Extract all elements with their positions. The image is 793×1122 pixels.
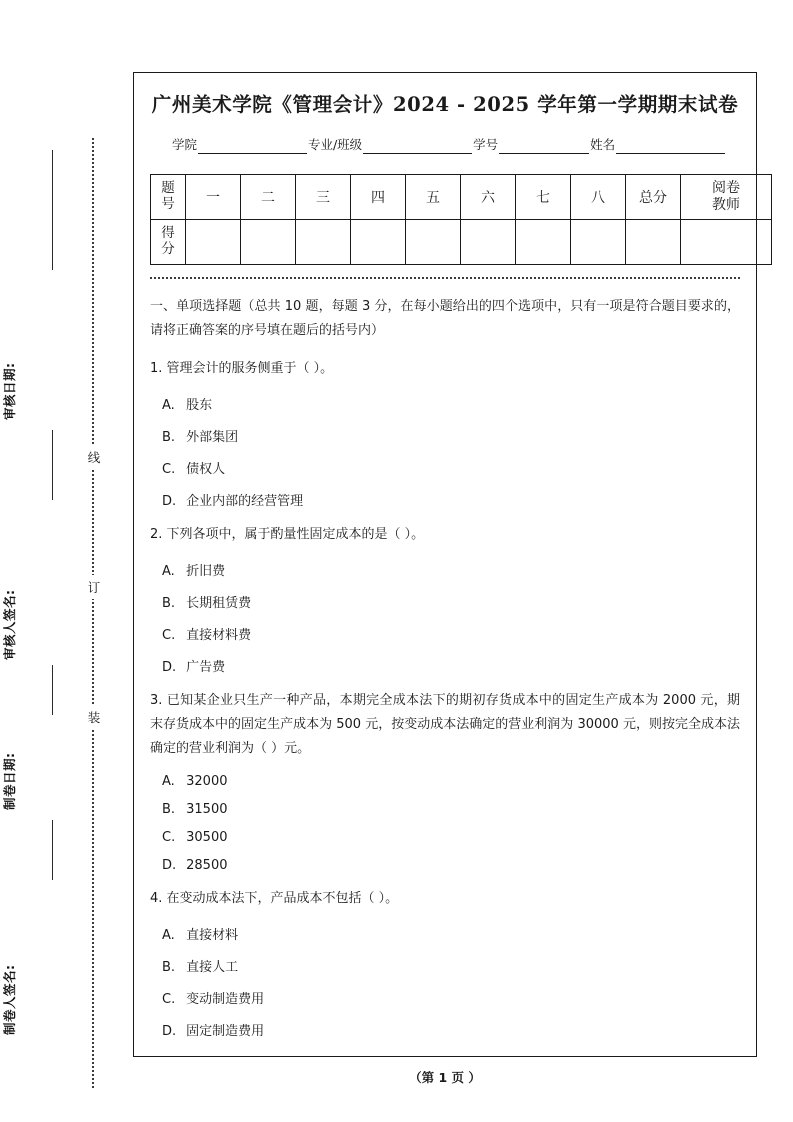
question-1-option-b[interactable] xyxy=(150,426,740,445)
score-cell-5[interactable] xyxy=(406,220,461,265)
section-heading-multiple-choice: 一、单项选择题（总共 10 题，每题 3 分，在每小题给出的四个选项中，只有一项是符合题目要求的，请将正确答案的序号填在题后的括号内） xyxy=(150,299,740,339)
question-3-option-d-text: 28500 xyxy=(186,858,228,874)
score-cell-3[interactable] xyxy=(296,220,351,265)
question-1-option-b-text: 外部集团 xyxy=(186,430,239,446)
margin-rule-fourth xyxy=(52,820,53,880)
row-header-question-no xyxy=(151,175,186,220)
row-header-question-no-char2: 号 xyxy=(161,196,175,212)
margin-rule-second xyxy=(52,430,53,500)
major-class-input[interactable] xyxy=(363,139,472,154)
score-cell-6[interactable] xyxy=(461,220,516,265)
question-4-option-a-key: A. xyxy=(162,928,175,944)
question-1-text: 管理会计的服务侧重于（ ）。 xyxy=(166,361,334,377)
margin-rule-top xyxy=(52,150,53,270)
question-3-text: 已知某企业只生产一种产品，本期完全成本法下的期初存货成本中的固定生产成本为 2000 元，期末存货成本中的固定生产成本为 500 元，按变动成本法确定的营业利润为 30000 元，则按完全成本法确定的营业利润为（ ）元。 xyxy=(150,693,740,757)
question-3-option-c[interactable] xyxy=(150,830,740,845)
question-2-option-d-key: D. xyxy=(162,660,177,676)
question-1-option-b-key: B. xyxy=(162,430,176,446)
row-header-score-char2: 分 xyxy=(161,241,175,257)
question-2-option-c-text: 直接材料费 xyxy=(186,628,252,644)
question-1 xyxy=(150,357,740,381)
question-1-option-a-key: A. xyxy=(162,398,175,414)
score-cell-4[interactable] xyxy=(351,220,406,265)
student-name-input[interactable] xyxy=(616,139,725,154)
question-3 xyxy=(150,689,740,761)
column-header-2: 二 xyxy=(241,175,296,220)
page-number-footer: （第 1 页 ） xyxy=(409,1070,481,1085)
row-header-score xyxy=(151,220,186,265)
question-4-text: 在变动成本法下，产品成本不包括（ ）。 xyxy=(166,891,399,907)
column-header-7: 七 xyxy=(516,175,571,220)
question-3-option-a[interactable] xyxy=(150,774,740,789)
question-1-number: 1. xyxy=(150,361,163,377)
question-1-option-d-key: D. xyxy=(162,494,177,510)
student-info-line xyxy=(150,135,740,154)
question-4-option-b-key: B. xyxy=(162,960,176,976)
question-2-option-b-text: 长期租赁费 xyxy=(186,596,252,612)
college-label: 学院 xyxy=(172,137,198,152)
table-row-question-numbers xyxy=(151,175,772,220)
table-row-scores xyxy=(151,220,772,265)
score-cell-7[interactable] xyxy=(516,220,571,265)
question-1-option-c[interactable] xyxy=(150,458,740,477)
margin-label-maker-signature: 制卷人签名: xyxy=(2,964,17,1035)
question-1-option-d[interactable] xyxy=(150,490,740,509)
column-header-6: 六 xyxy=(461,175,516,220)
question-4-option-b[interactable] xyxy=(150,956,740,975)
college-input[interactable] xyxy=(198,139,307,154)
score-cell-total[interactable] xyxy=(626,220,681,265)
score-cell-8[interactable] xyxy=(571,220,626,265)
question-2-option-d[interactable] xyxy=(150,656,740,675)
question-2-option-b-key: B. xyxy=(162,596,176,612)
column-header-marker xyxy=(681,175,772,220)
question-4-option-d[interactable] xyxy=(150,1020,740,1039)
question-3-option-b-text: 31500 xyxy=(186,802,228,818)
question-4-option-a-text: 直接材料 xyxy=(186,928,239,944)
question-2-option-d-text: 广告费 xyxy=(186,660,226,676)
question-2-number: 2. xyxy=(150,527,163,543)
fold-mark-line: 线 xyxy=(85,445,103,469)
column-header-1: 一 xyxy=(186,175,241,220)
column-header-4: 四 xyxy=(351,175,406,220)
row-header-question-no-char1: 题 xyxy=(161,180,175,197)
row-header-score-char1: 得 xyxy=(161,225,175,242)
question-1-option-d-text: 企业内部的经营管理 xyxy=(186,494,304,510)
question-2-option-a[interactable] xyxy=(150,560,740,579)
score-cell-1[interactable] xyxy=(186,220,241,265)
question-2-option-a-key: A. xyxy=(162,564,175,580)
column-header-total: 总分 xyxy=(626,175,681,220)
question-2-option-a-text: 折旧费 xyxy=(186,564,226,580)
score-cell-marker[interactable] xyxy=(681,220,772,265)
question-3-option-b-key: B. xyxy=(162,802,176,818)
question-1-option-c-key: C. xyxy=(162,462,176,478)
question-3-option-b[interactable] xyxy=(150,802,740,817)
question-4-option-c-text: 变动制造费用 xyxy=(186,992,265,1008)
student-name-label: 姓名 xyxy=(590,137,616,152)
question-4-option-c-key: C. xyxy=(162,992,176,1008)
column-header-3: 三 xyxy=(296,175,351,220)
page-title: 广州美术学院《管理会计》2024 - 2025 学年第一学期期末试卷 xyxy=(151,93,739,116)
question-3-option-a-text: 32000 xyxy=(186,774,228,790)
question-1-option-a[interactable] xyxy=(150,394,740,413)
exam-sheet-frame xyxy=(133,72,757,1057)
margin-label-maker-date: 制卷日期: xyxy=(2,752,17,810)
question-2-option-c-key: C. xyxy=(162,628,176,644)
score-cell-2[interactable] xyxy=(241,220,296,265)
question-3-option-c-text: 30500 xyxy=(186,830,228,846)
major-class-label: 专业/班级 xyxy=(307,137,363,152)
question-3-option-d[interactable] xyxy=(150,858,740,873)
question-4-option-b-text: 直接人工 xyxy=(186,960,239,976)
question-3-option-a-key: A. xyxy=(162,774,175,790)
student-id-input[interactable] xyxy=(499,139,589,154)
question-3-number: 3. xyxy=(150,693,163,709)
section-divider xyxy=(150,277,740,279)
fold-mark-bind: 装 xyxy=(85,705,103,729)
marker-label-line2: 教师 xyxy=(712,197,740,213)
question-4-option-d-key: D. xyxy=(162,1024,177,1040)
question-2-option-c[interactable] xyxy=(150,624,740,643)
question-4-number: 4. xyxy=(150,891,163,907)
column-header-5: 五 xyxy=(406,175,461,220)
question-3-option-c-key: C. xyxy=(162,830,176,846)
margin-rule-third xyxy=(52,665,53,715)
question-4-option-a[interactable] xyxy=(150,924,740,943)
margin-label-audit-date: 审核日期: xyxy=(2,362,17,420)
binding-margin-column xyxy=(0,0,120,1122)
question-2-text: 下列各项中，属于酌量性固定成本的是（ ）。 xyxy=(166,527,425,543)
question-1-option-c-text: 债权人 xyxy=(186,462,226,478)
question-2 xyxy=(150,523,740,547)
question-4-option-c[interactable] xyxy=(150,988,740,1007)
student-id-label: 学号 xyxy=(473,137,499,152)
score-table xyxy=(150,174,772,265)
binding-dotted-line xyxy=(92,138,94,1088)
question-4-option-d-text: 固定制造费用 xyxy=(186,1024,265,1040)
question-1-option-a-text: 股东 xyxy=(186,398,213,414)
question-4 xyxy=(150,887,740,911)
fold-mark-order: 订 xyxy=(85,575,103,599)
marker-label-line1: 阅卷 xyxy=(712,180,740,197)
question-2-option-b[interactable] xyxy=(150,592,740,611)
column-header-8: 八 xyxy=(571,175,626,220)
margin-label-auditor-signature: 审核人签名: xyxy=(2,589,17,660)
question-3-option-d-key: D. xyxy=(162,858,177,874)
